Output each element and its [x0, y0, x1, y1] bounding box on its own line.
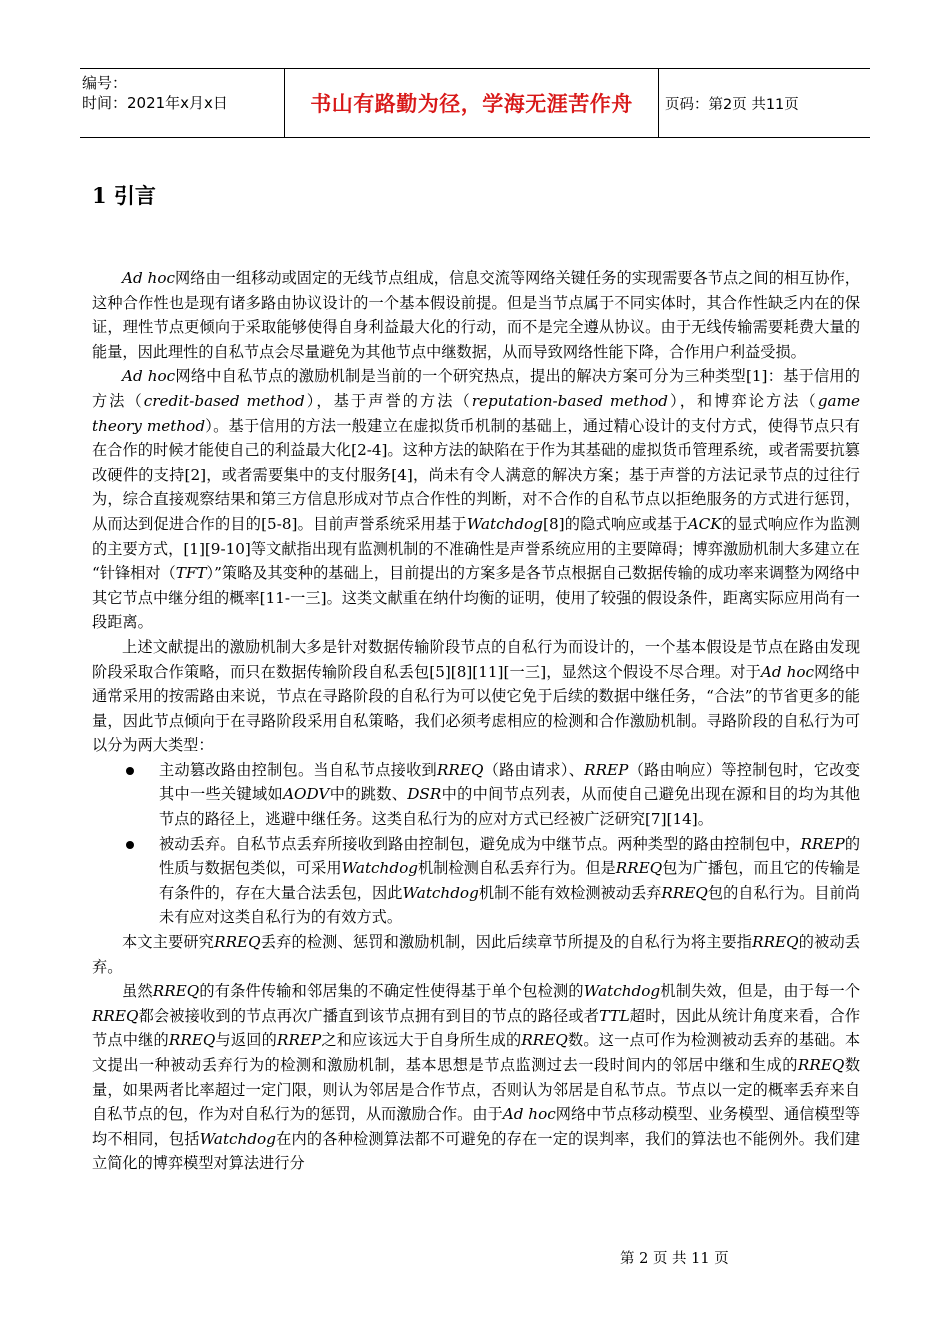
paragraph: Ad hoc网络由一组移动或固定的无线节点组成，信息交流等网络关键任务的实现需要各节点之间的相互协作，这种合作性也是现有诸多路由协议设计的一个基本假设前提。但是当节点属于不同实体时，其合作性缺乏内在的保证，理性节点更倾向于采取能够使得自身利益最大化的行动，而不是完全遵从协议。由于无线传输需要耗费大量的能量，因此理性的自私节点会尽量避免为其他节点中继数据，从而导致网络性能下降，合作用户利益受损。 — [92, 269, 860, 361]
paragraph: 虽然RREQ的有条件传输和邻居集的不确定性使得基于单个包检测的Watchdog机制失效，但是，由于每一个RREQ都会被接收到的节点再次广播直到该节点拥有到目的节点的路径或者TTL超时，因此从统计角度来看，合作节点中继的RREQ与返回的RREP之和应该远大于自身所生成的RREQ数。这一点可作为检测被动丢弃的基础。本文提出一种被动丢弃行为的检测和激励机制，基本思想是节点监测过去一段时间内的邻居中继和生成的RREQ数量，如果两者比率超过一定门限，则认为邻居是合作节点，否则认为邻居是自私节点。节点以一定的概率丢弃来自自私节点的包，作为对自私行为的惩罚，从而激励合作。由于Ad hoc网络中节点移动模型、业务模型、通信模型等均不相同，包括Watchdog在内的各种检测算法都不可避免的存在一定的误判率，我们的算法也不能例外。我们建立简化的博弈模型对算法进行分 — [92, 982, 861, 1173]
page-footer: 第 2 页 共 11 页 — [620, 1251, 729, 1267]
header-meta — [80, 69, 285, 137]
paragraph: Ad hoc网络中自私节点的激励机制是当前的一个研究热点，提出的解决方案可分为三种类型[1]：基于信用的方法（credit-based method），基于声誉的方法（reputation-based method），和博弈论方法（game theory method）。基于信用的方法一般建立在虚拟货币机制的基础上，通过精心设计的支付方式，使得节点只有在合作的时候才能使自己的利益最大化[2-4]。这种方法的缺陷在于作为其基础的虚拟货币管理系统，或者需要抗篡改硬件的支持[2]，或者需要集中的支付服务[4]，尚未有令人满意的解决方案；基于声誉的方法记录节点的过往行为，综合直接观察结果和第三方信息形成对节点合作性的判断，对不合作的自私节点以拒绝服务的方式进行惩罚，从而达到促进合作的目的[5-8]。目前声誉系统采用基于Watchdog[8]的隐式响应或基于ACK的显式响应作为监测的主要方式，[1][9-10]等文献指出现有监测机制的不准确性是声誉系统应用的主要障碍；博弈激励机制大多建立在 “针锋相对（TFT）”策略及其变种的基础上，目前提出的方案多是各节点根据自己数据传输的成功率来调整为网络中其它节点中继分组的概率[11-一三]。这类文献重在纳什均衡的证明，使用了较强的假设条件，距离实际应用尚有一段距离。 — [92, 367, 861, 632]
header-motto: 书山有路勤为径，学海无涯苦作舟 — [285, 69, 659, 137]
list-item — [92, 758, 860, 832]
bullet-dot-icon — [126, 767, 134, 775]
section-title: 1 引言 — [92, 183, 156, 208]
paragraph: 本文主要研究RREQ丢弃的检测、惩罚和激励机制，因此后续章节所提及的自私行为将主要指RREQ的被动丢弃。 — [92, 933, 861, 976]
list-item-text: 被动丢弃。自私节点丢弃所接收到路由控制包，避免成为中继节点。两种类型的路由控制包中，RREP的性质与数据包类似，可采用Watchdog机制检测自私丢弃行为。但是RREQ包为广播包，而且它的传输是有条件的，存在大量合法丢包，因此Watchdog机制不能有效检测被动丢弃RREQ包的自私行为。目前尚未有应对这类自私行为的有效方式。 — [159, 834, 861, 927]
header-page-info: 页码：第2页 共11页 — [665, 96, 799, 113]
list-item-text: 主动篡改路由控制包。当自私节点接收到RREQ（路由请求）、RREP（路由响应）等控制包时，它改变其中一些关键域如AODV中的跳数、DSR中的中间节点列表，从而使自己避免出现在源和目的均为其他节点的路径上，逃避中继任务。这类自私行为的应对方式已经被广泛研究[7][14]。 — [159, 760, 861, 829]
time-label: 时间：2021年x月x日 — [82, 94, 228, 112]
body-text — [92, 266, 860, 1176]
page-header — [80, 68, 870, 138]
bullet-dot-icon — [126, 841, 134, 849]
list-item — [92, 832, 860, 930]
paragraph: 上述文献提出的激励机制大多是针对数据传输阶段节点的自私行为而设计的，一个基本假设是节点在路由发现阶段采取合作策略，而只在数据传输阶段自私丢包[5][8][11][一三]，显然这个假设不尽合理。对于Ad hoc网络中通常采用的按需路由来说，节点在寻路阶段的自私行为可以使它免于后续的数据中继任务，“合法”的节省更多的能量，因此节点倾向于在寻路阶段采用自私策略，我们必须考虑相应的检测和合作激励机制。寻路阶段的自私行为可以分为两大类型： — [92, 637, 860, 755]
bullet-list — [92, 758, 860, 930]
number-label: 编号： — [82, 74, 128, 92]
